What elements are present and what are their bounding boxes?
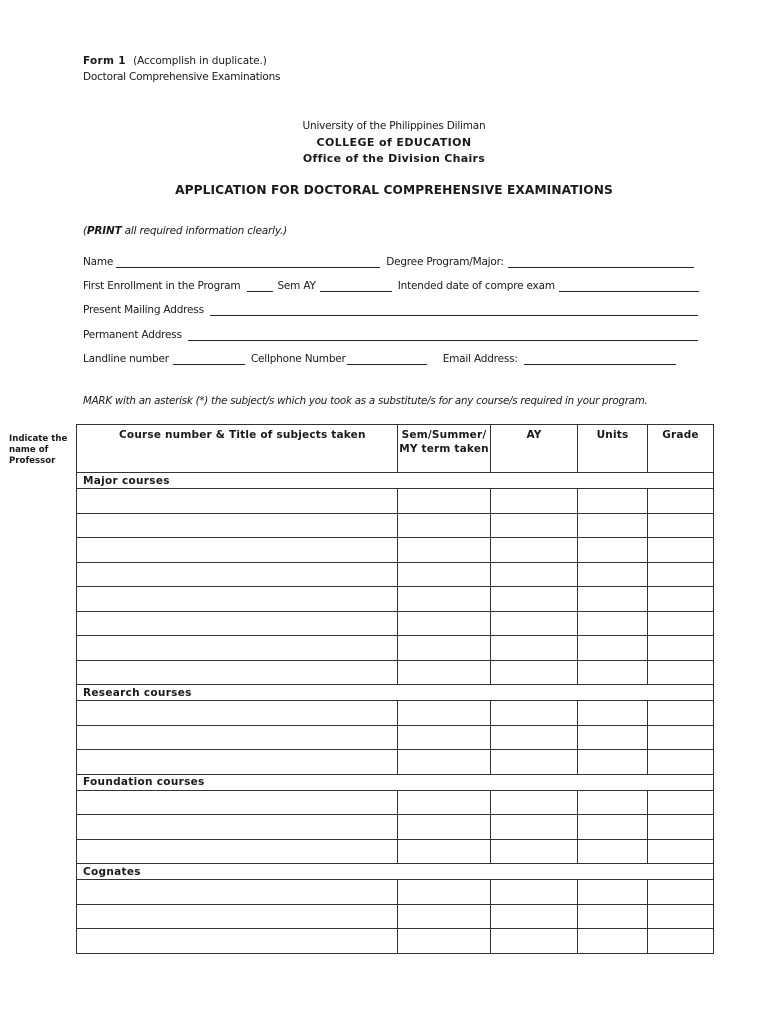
grade-input[interactable] bbox=[648, 701, 713, 725]
first-enrollment-label: First Enrollment in the Program bbox=[83, 280, 241, 292]
term-cell bbox=[398, 562, 491, 587]
course-input[interactable] bbox=[77, 538, 397, 562]
units-input[interactable] bbox=[578, 563, 647, 587]
term-input[interactable] bbox=[398, 840, 490, 864]
term-input[interactable] bbox=[398, 905, 490, 929]
course-cell bbox=[77, 538, 398, 563]
ay-input[interactable] bbox=[491, 514, 577, 538]
college-name: COLLEGE of EDUCATION bbox=[316, 136, 472, 149]
table-row bbox=[77, 611, 714, 636]
grade-input[interactable] bbox=[648, 587, 713, 611]
term-cell bbox=[398, 725, 491, 750]
units-input[interactable] bbox=[578, 905, 647, 929]
course-cell bbox=[77, 562, 398, 587]
ay-cell bbox=[491, 929, 578, 954]
units-cell bbox=[578, 513, 648, 538]
units-input[interactable] bbox=[578, 538, 647, 562]
ay-input[interactable] bbox=[491, 489, 577, 513]
course-cell bbox=[77, 611, 398, 636]
table-row bbox=[77, 839, 714, 864]
course-input[interactable] bbox=[77, 661, 397, 685]
units-cell bbox=[578, 538, 648, 563]
units-column-header: Units bbox=[578, 425, 648, 473]
grade-input[interactable] bbox=[648, 661, 713, 685]
substitute-instruction: MARK with an asterisk (*) the subject/s which you took as a substitute/s for any course/s required in your program. bbox=[83, 395, 648, 407]
table-row bbox=[77, 660, 714, 685]
term-cell bbox=[398, 513, 491, 538]
term-input[interactable] bbox=[398, 489, 490, 513]
course-input[interactable] bbox=[77, 612, 397, 636]
grade-input[interactable] bbox=[648, 489, 713, 513]
units-cell bbox=[578, 839, 648, 864]
ay-input[interactable] bbox=[491, 701, 577, 725]
cellphone-label: Cellphone Number bbox=[250, 353, 346, 365]
units-input[interactable] bbox=[578, 514, 647, 538]
term-input[interactable] bbox=[398, 661, 490, 685]
term-input[interactable] bbox=[398, 726, 490, 750]
ay-cell bbox=[491, 701, 578, 726]
ay-cell bbox=[491, 587, 578, 612]
units-cell bbox=[578, 790, 648, 815]
term-input[interactable] bbox=[398, 538, 490, 562]
term-input[interactable] bbox=[398, 612, 490, 636]
grade-input[interactable] bbox=[648, 840, 713, 864]
landline-label: Landline number bbox=[83, 353, 169, 365]
term-cell bbox=[398, 587, 491, 612]
course-cell bbox=[77, 725, 398, 750]
course-input[interactable] bbox=[77, 514, 397, 538]
term-cell bbox=[398, 538, 491, 563]
course-cell bbox=[77, 701, 398, 726]
grade-cell bbox=[648, 587, 714, 612]
ay-input[interactable] bbox=[491, 612, 577, 636]
units-cell bbox=[578, 611, 648, 636]
table-header-row bbox=[77, 425, 714, 473]
section-label: Cognates bbox=[77, 864, 714, 880]
term-input[interactable] bbox=[398, 750, 490, 774]
ay-cell bbox=[491, 636, 578, 661]
term-cell bbox=[398, 904, 491, 929]
course-input[interactable] bbox=[77, 726, 397, 750]
course-input[interactable] bbox=[77, 636, 397, 660]
course-cell bbox=[77, 929, 398, 954]
ay-input[interactable] bbox=[491, 538, 577, 562]
term-input[interactable] bbox=[398, 880, 490, 904]
term-input[interactable] bbox=[398, 636, 490, 660]
section-row bbox=[77, 774, 714, 790]
term-cell bbox=[398, 815, 491, 840]
mailing-address-field[interactable] bbox=[210, 303, 698, 316]
course-input[interactable] bbox=[77, 840, 397, 864]
term-cell bbox=[398, 636, 491, 661]
units-cell bbox=[578, 929, 648, 954]
grade-cell bbox=[648, 660, 714, 685]
units-cell bbox=[578, 750, 648, 775]
print-rest: all required information clearly.) bbox=[121, 225, 288, 237]
university-name: University of the Philippines Diliman bbox=[302, 120, 486, 132]
units-input[interactable] bbox=[578, 791, 647, 815]
term-cell bbox=[398, 839, 491, 864]
table-row bbox=[77, 701, 714, 726]
field-row-permanent bbox=[83, 327, 702, 343]
print-emphasis: PRINT bbox=[86, 225, 122, 237]
table-row bbox=[77, 725, 714, 750]
ay-cell bbox=[491, 790, 578, 815]
section-row bbox=[77, 473, 714, 489]
ay-input[interactable] bbox=[491, 587, 577, 611]
units-input[interactable] bbox=[578, 750, 647, 774]
field-row-contact bbox=[83, 351, 680, 367]
permanent-address-field[interactable] bbox=[188, 328, 698, 341]
units-cell bbox=[578, 660, 648, 685]
print-open: ( bbox=[83, 225, 87, 237]
field-row-name bbox=[83, 254, 698, 270]
mailing-address-label: Present Mailing Address bbox=[83, 304, 204, 316]
table-row bbox=[77, 750, 714, 775]
table-row bbox=[77, 538, 714, 563]
term-column-header: Sem/Summer/ MY term taken bbox=[398, 425, 491, 473]
ay-cell bbox=[491, 611, 578, 636]
grade-cell bbox=[648, 538, 714, 563]
ay-cell bbox=[491, 660, 578, 685]
form-subtitle: Doctoral Comprehensive Examinations bbox=[83, 71, 281, 83]
units-input[interactable] bbox=[578, 612, 647, 636]
sem-ay-label: Sem AY bbox=[277, 280, 316, 292]
units-input[interactable] bbox=[578, 587, 647, 611]
ay-cell bbox=[491, 725, 578, 750]
term-cell bbox=[398, 750, 491, 775]
sem-ay-field[interactable] bbox=[320, 279, 392, 292]
ay-cell bbox=[491, 513, 578, 538]
units-cell bbox=[578, 880, 648, 905]
grade-cell bbox=[648, 513, 714, 538]
term-cell bbox=[398, 611, 491, 636]
units-cell bbox=[578, 636, 648, 661]
name-field[interactable] bbox=[116, 255, 380, 268]
landline-field[interactable] bbox=[173, 352, 245, 365]
grade-input[interactable] bbox=[648, 880, 713, 904]
term-input[interactable] bbox=[398, 929, 490, 953]
ay-cell bbox=[491, 750, 578, 775]
units-input[interactable] bbox=[578, 701, 647, 725]
course-cell bbox=[77, 750, 398, 775]
units-input[interactable] bbox=[578, 840, 647, 864]
office-name: Office of the Division Chairs bbox=[302, 152, 486, 165]
field-row-mailing bbox=[83, 302, 702, 318]
form-note: (Accomplish in duplicate.) bbox=[133, 55, 267, 67]
course-cell bbox=[77, 839, 398, 864]
course-input[interactable] bbox=[77, 489, 397, 513]
section-label: Foundation courses bbox=[77, 774, 714, 790]
professor-note: Indicate the name of Professor bbox=[9, 434, 68, 466]
ay-input[interactable] bbox=[491, 929, 577, 953]
grade-input[interactable] bbox=[648, 726, 713, 750]
units-input[interactable] bbox=[578, 880, 647, 904]
grade-input[interactable] bbox=[648, 636, 713, 660]
ay-input[interactable] bbox=[491, 905, 577, 929]
ay-cell bbox=[491, 815, 578, 840]
term-input[interactable] bbox=[398, 791, 490, 815]
ay-input[interactable] bbox=[491, 880, 577, 904]
course-input[interactable] bbox=[77, 791, 397, 815]
term-input[interactable] bbox=[398, 815, 490, 839]
units-input[interactable] bbox=[578, 815, 647, 839]
course-cell bbox=[77, 880, 398, 905]
course-input[interactable] bbox=[77, 587, 397, 611]
ay-input[interactable] bbox=[491, 791, 577, 815]
print-instruction bbox=[83, 225, 287, 237]
table-row bbox=[77, 513, 714, 538]
grade-cell bbox=[648, 839, 714, 864]
ay-cell bbox=[491, 489, 578, 514]
course-table-body bbox=[77, 473, 714, 954]
course-cell bbox=[77, 660, 398, 685]
grade-input[interactable] bbox=[648, 791, 713, 815]
grade-cell bbox=[648, 929, 714, 954]
grade-cell bbox=[648, 701, 714, 726]
units-input[interactable] bbox=[578, 929, 647, 953]
intended-date-label: Intended date of compre exam bbox=[397, 280, 555, 292]
units-cell bbox=[578, 562, 648, 587]
course-input[interactable] bbox=[77, 563, 397, 587]
ay-cell bbox=[491, 538, 578, 563]
grade-cell bbox=[648, 636, 714, 661]
grade-cell bbox=[648, 750, 714, 775]
term-input[interactable] bbox=[398, 701, 490, 725]
term-cell bbox=[398, 790, 491, 815]
form-label: Form 1 bbox=[83, 55, 126, 67]
grade-input[interactable] bbox=[648, 612, 713, 636]
course-cell bbox=[77, 904, 398, 929]
table-row bbox=[77, 929, 714, 954]
field-row-enrollment bbox=[83, 278, 703, 294]
grade-input[interactable] bbox=[648, 815, 713, 839]
table-row bbox=[77, 880, 714, 905]
grade-input[interactable] bbox=[648, 514, 713, 538]
table-row bbox=[77, 815, 714, 840]
course-input[interactable] bbox=[77, 701, 397, 725]
table-row bbox=[77, 562, 714, 587]
grade-cell bbox=[648, 790, 714, 815]
course-cell bbox=[77, 790, 398, 815]
section-row bbox=[77, 864, 714, 880]
table-row bbox=[77, 636, 714, 661]
ay-input[interactable] bbox=[491, 750, 577, 774]
table-row bbox=[77, 904, 714, 929]
degree-label: Degree Program/Major: bbox=[386, 256, 504, 268]
term-input[interactable] bbox=[398, 514, 490, 538]
term-cell bbox=[398, 660, 491, 685]
course-table bbox=[76, 424, 714, 954]
grade-input[interactable] bbox=[648, 563, 713, 587]
grade-input[interactable] bbox=[648, 538, 713, 562]
section-label: Research courses bbox=[77, 685, 714, 701]
course-input[interactable] bbox=[77, 750, 397, 774]
email-label: Email Address: bbox=[442, 353, 518, 365]
course-cell bbox=[77, 587, 398, 612]
ay-cell bbox=[491, 562, 578, 587]
units-input[interactable] bbox=[578, 661, 647, 685]
grade-input[interactable] bbox=[648, 929, 713, 953]
course-cell bbox=[77, 513, 398, 538]
degree-field[interactable] bbox=[508, 255, 694, 268]
units-cell bbox=[578, 489, 648, 514]
table-row bbox=[77, 587, 714, 612]
ay-cell bbox=[491, 880, 578, 905]
grade-input[interactable] bbox=[648, 750, 713, 774]
name-label: Name bbox=[83, 256, 114, 268]
term-input[interactable] bbox=[398, 563, 490, 587]
permanent-address-label: Permanent Address bbox=[83, 329, 182, 341]
term-cell bbox=[398, 701, 491, 726]
term-input[interactable] bbox=[398, 587, 490, 611]
term-cell bbox=[398, 489, 491, 514]
course-input[interactable] bbox=[77, 815, 397, 839]
ay-input[interactable] bbox=[491, 661, 577, 685]
ay-cell bbox=[491, 904, 578, 929]
course-input[interactable] bbox=[77, 905, 397, 929]
units-input[interactable] bbox=[578, 489, 647, 513]
course-column-header: Course number & Title of subjects taken bbox=[77, 425, 398, 473]
units-cell bbox=[578, 815, 648, 840]
grade-cell bbox=[648, 562, 714, 587]
ay-input[interactable] bbox=[491, 840, 577, 864]
ay-input[interactable] bbox=[491, 726, 577, 750]
term-cell bbox=[398, 929, 491, 954]
ay-input[interactable] bbox=[491, 815, 577, 839]
grade-cell bbox=[648, 815, 714, 840]
grade-cell bbox=[648, 880, 714, 905]
course-input[interactable] bbox=[77, 929, 397, 953]
ay-cell bbox=[491, 839, 578, 864]
intended-date-field[interactable] bbox=[559, 279, 699, 292]
course-cell bbox=[77, 636, 398, 661]
grade-column-header: Grade bbox=[648, 425, 714, 473]
section-label: Major courses bbox=[77, 473, 714, 489]
grade-cell bbox=[648, 904, 714, 929]
course-cell bbox=[77, 815, 398, 840]
units-cell bbox=[578, 725, 648, 750]
course-input[interactable] bbox=[77, 880, 397, 904]
cellphone-field[interactable] bbox=[347, 352, 427, 365]
units-input[interactable] bbox=[578, 726, 647, 750]
page-title: APPLICATION FOR DOCTORAL COMPREHENSIVE EXAMINATIONS bbox=[175, 183, 613, 197]
grade-cell bbox=[648, 725, 714, 750]
first-enrollment-sem-field[interactable] bbox=[247, 279, 273, 292]
form-number-line bbox=[83, 55, 267, 67]
units-cell bbox=[578, 904, 648, 929]
table-row bbox=[77, 790, 714, 815]
ay-column-header: AY bbox=[491, 425, 578, 473]
section-row bbox=[77, 685, 714, 701]
units-cell bbox=[578, 587, 648, 612]
grade-cell bbox=[648, 611, 714, 636]
grade-input[interactable] bbox=[648, 905, 713, 929]
ay-input[interactable] bbox=[491, 563, 577, 587]
table-row bbox=[77, 489, 714, 514]
units-cell bbox=[578, 701, 648, 726]
units-input[interactable] bbox=[578, 636, 647, 660]
ay-input[interactable] bbox=[491, 636, 577, 660]
term-cell bbox=[398, 880, 491, 905]
email-field[interactable] bbox=[524, 352, 676, 365]
grade-cell bbox=[648, 489, 714, 514]
course-cell bbox=[77, 489, 398, 514]
